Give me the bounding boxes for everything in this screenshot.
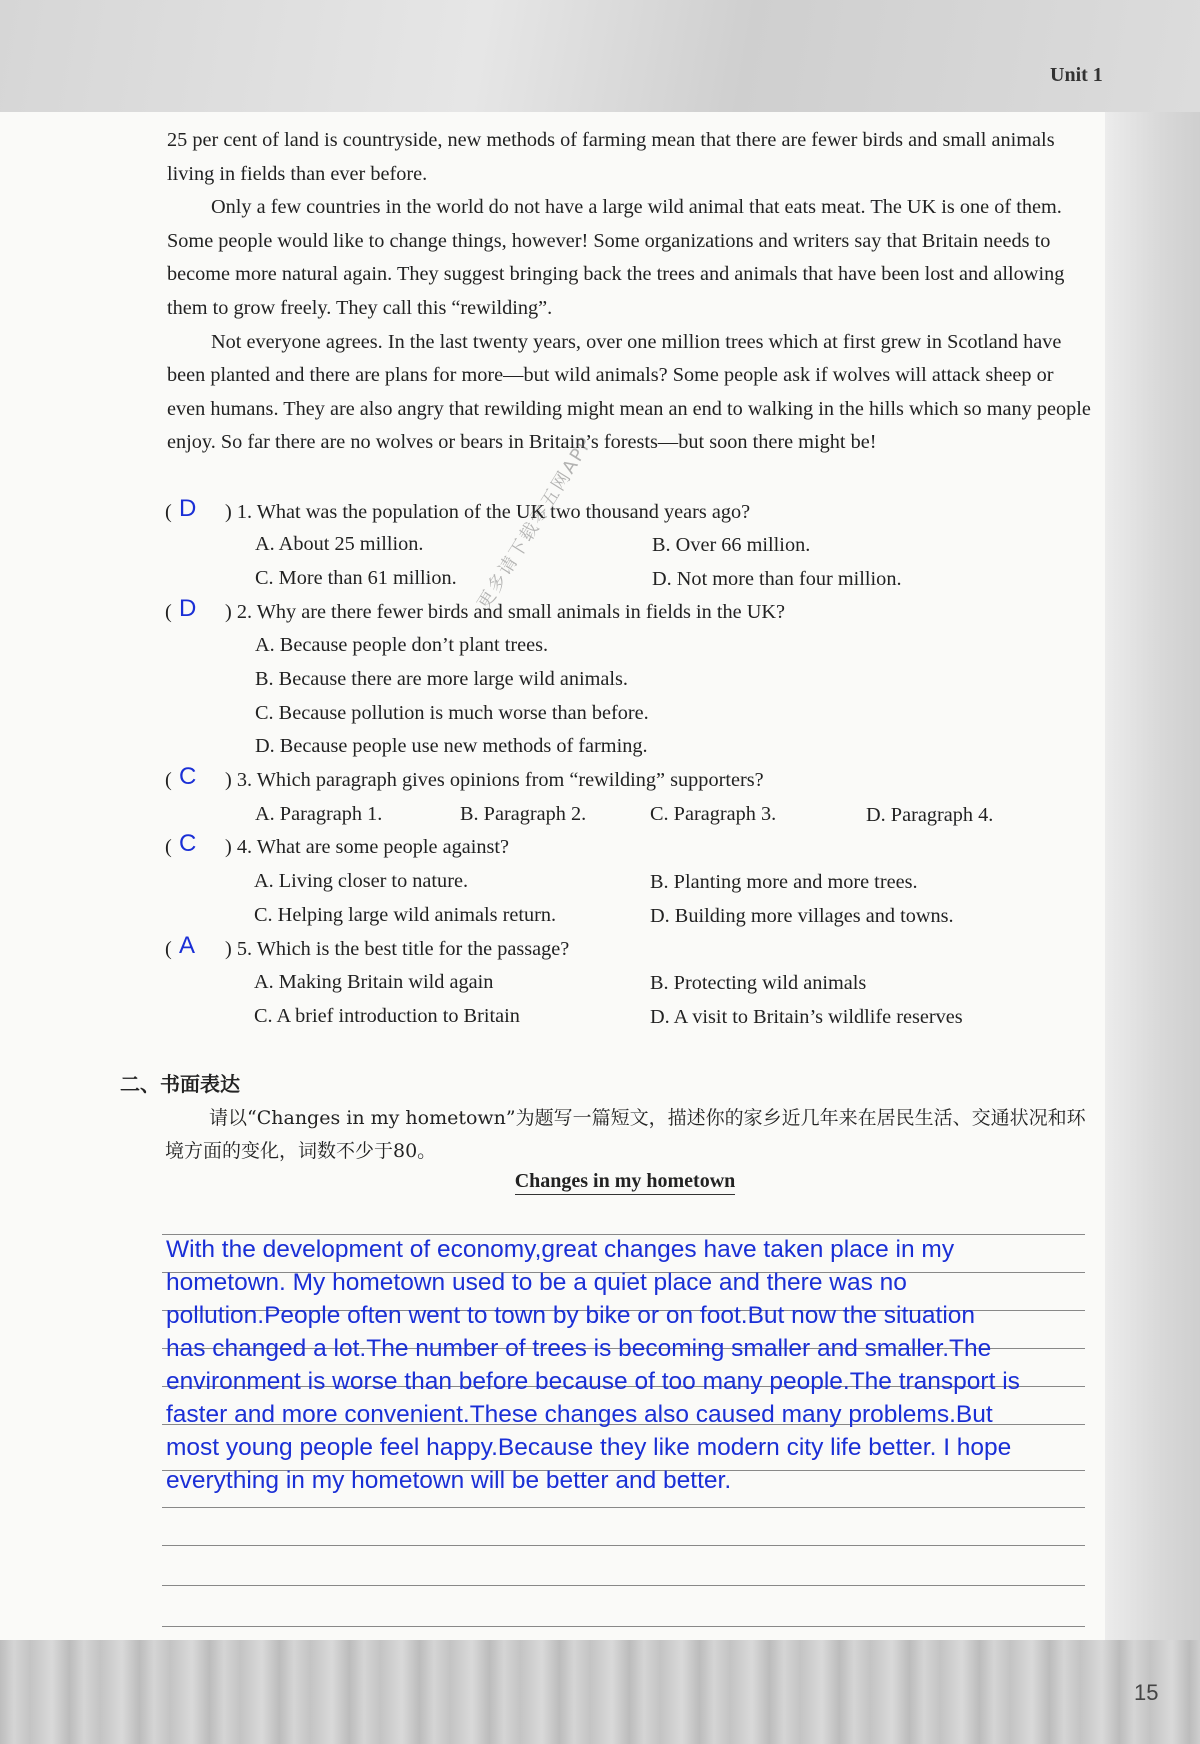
- q5-option-c: C. A brief introduction to Britain: [254, 1005, 520, 1027]
- q1-option-c: C. More than 61 million.: [255, 567, 457, 589]
- question-2-stem: ) 2. Why are there fewer birds and small animals in fields in the UK?: [225, 601, 786, 623]
- question-3: [165, 765, 1085, 795]
- answer-2: D: [179, 595, 197, 622]
- essay-line-5: environment is worse than before because of too many people.The transport is: [166, 1368, 1020, 1395]
- q1-option-b: B. Over 66 million.: [652, 534, 811, 556]
- q2-option-b: B. Because there are more large wild animals.: [255, 668, 628, 690]
- answer-3: C: [179, 763, 197, 790]
- answer-4: C: [179, 830, 197, 857]
- answer-paren: ( D: [165, 595, 197, 623]
- q4-option-c: C. Helping large wild animals return.: [254, 904, 557, 926]
- reading-passage: [167, 124, 1092, 460]
- question-5: [165, 934, 1085, 964]
- section-title: 二、书面表达: [120, 1072, 240, 1096]
- scan-top-shadow: [0, 0, 1200, 112]
- q2-option-c: C. Because pollution is much worse than before.: [255, 702, 649, 724]
- essay-title-text: Changes in my hometown: [515, 1170, 736, 1195]
- essay-line-2: hometown. My hometown used to be a quiet place and there was no: [166, 1269, 907, 1296]
- passage-paragraph-1: 25 per cent of land is countryside, new methods of farming mean that there are fewer birds and small animals living in fields than ever before.: [167, 129, 1055, 185]
- answer-1: D: [179, 495, 197, 522]
- ruled-line: [162, 1585, 1085, 1586]
- page-number: 15: [1134, 1680, 1159, 1705]
- answer-paren: ( C: [165, 830, 197, 858]
- q5-option-a: A. Making Britain wild again: [254, 971, 494, 993]
- q3-option-a: A. Paragraph 1.: [255, 803, 383, 825]
- essay-line-7: most young people feel happy.Because they like modern city life better. I hope: [166, 1434, 1012, 1461]
- ruled-line: [162, 1545, 1085, 1546]
- q5-option-d: D. A visit to Britain’s wildlife reserves: [650, 1006, 963, 1028]
- essay-line-3: pollution.People often went to town by bike or on foot.But now the situation: [166, 1302, 976, 1329]
- essay-line-6: faster and more convenient.These changes also caused many problems.But: [166, 1401, 993, 1428]
- passage-paragraph-2: Only a few countries in the world do not have a large wild animal that eats meat. The UK is one of them. Some people would like to change things, however! Some organizations and writers say that Britain needs to become more natural again. They suggest bringing back the trees and animals that have been lost and allowing them to grow freely. They call this “rewilding”.: [167, 196, 1065, 319]
- answer-paren: ( D: [165, 495, 197, 523]
- question-1-stem: ) 1. What was the population of the UK two thousand years ago?: [225, 501, 751, 523]
- answer-paren: ( A: [165, 932, 196, 960]
- answer-5: A: [179, 932, 196, 959]
- ruled-line: [162, 1626, 1085, 1627]
- q1-option-a: A. About 25 million.: [255, 533, 424, 555]
- q3-option-c: C. Paragraph 3.: [650, 803, 777, 825]
- question-5-stem: ) 5. Which is the best title for the passage?: [225, 938, 570, 960]
- question-4-stem: ) 4. What are some people against?: [225, 836, 510, 858]
- passage-paragraph-3: Not everyone agrees. In the last twenty years, over one million trees which at first grew in Scotland have been planted and there are plans for more—but wild animals? Some people ask if wolves will attack sheep or even humans. They are also angry that rewilding might mean an end to walking in the hills which so many people enjoy. So far there are no wolves or bears in Britain’s forests—but soon there might be!: [167, 330, 1091, 454]
- handwritten-essay: [166, 1233, 1126, 1497]
- ruled-line: [162, 1507, 1085, 1508]
- q4-option-d: D. Building more villages and towns.: [650, 905, 954, 927]
- q1-option-d: D. Not more than four million.: [652, 568, 902, 590]
- essay-line-8: everything in my hometown will be better and better.: [166, 1467, 732, 1494]
- unit-label: Unit 1: [1050, 64, 1103, 86]
- q5-option-b: B. Protecting wild animals: [650, 972, 867, 994]
- q2-option-d: D. Because people use new methods of farming.: [255, 735, 648, 757]
- watermark-text: 更多请下载零五网APP: [473, 432, 598, 614]
- essay-title: [0, 1170, 1200, 1193]
- q4-option-b: B. Planting more and more trees.: [650, 871, 918, 893]
- q3-option-d: D. Paragraph 4.: [866, 804, 994, 826]
- q3-option-b: B. Paragraph 2.: [460, 803, 587, 825]
- answer-paren: ( C: [165, 763, 197, 791]
- question-1: [165, 497, 1085, 527]
- question-4: [165, 832, 1085, 862]
- q4-option-a: A. Living closer to nature.: [254, 870, 469, 892]
- scan-bottom-shadow: [0, 1640, 1200, 1744]
- essay-line-1: With the development of economy,great changes have taken place in my: [166, 1236, 955, 1263]
- question-2: [165, 597, 1085, 627]
- essay-line-4: has changed a lot.The number of trees is becoming smaller and smaller.The: [166, 1335, 992, 1362]
- writing-instruction: 请以“Changes in my hometown”为题写一篇短文，描述你的家乡近几年来在居民生活、交通状况和环境方面的变化，词数不少于80。: [165, 1107, 1086, 1162]
- q2-option-a: A. Because people don’t plant trees.: [255, 634, 549, 656]
- question-3-stem: ) 3. Which paragraph gives opinions from “rewilding” supporters?: [225, 769, 764, 791]
